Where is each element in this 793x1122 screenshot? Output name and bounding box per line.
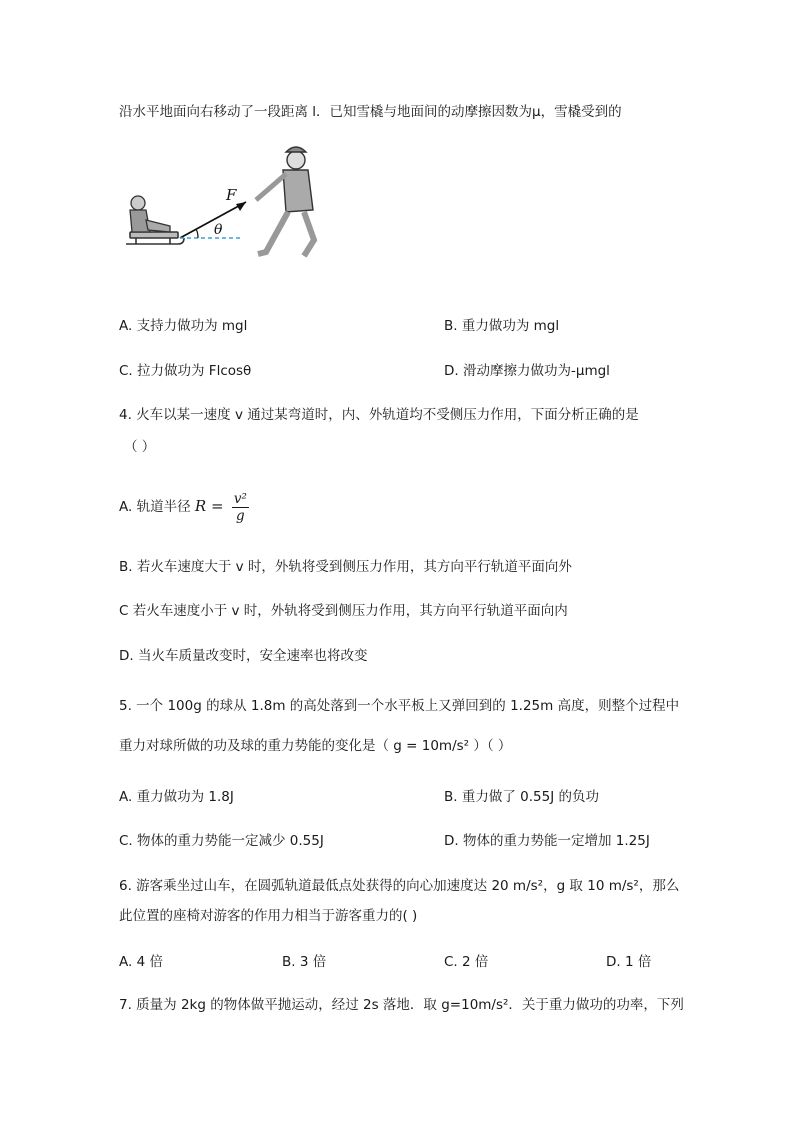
q3-option-c: C. 拉力做功为 Flcosθ <box>119 363 252 379</box>
man-icon <box>256 147 314 256</box>
q5-option-d: D. 物体的重力势能一定增加 1.25J <box>444 833 650 849</box>
sled-icon <box>126 232 184 244</box>
angle-arc <box>196 229 198 238</box>
force-arrow-icon <box>236 202 246 211</box>
fraction-numerator: v² <box>233 490 247 507</box>
q3-option-d: D. 滑动摩擦力做功为-μmgl <box>444 363 610 379</box>
q6-stem-line2: 此位置的座椅对游客的作用力相当于游客重力的( ) <box>119 908 418 924</box>
force-label: F <box>226 186 237 204</box>
q5-stem: 5. 一个 100g 的球从 1.8m 的高处落到一个水平板上又弹回到的 1.25m 高度，则整个过程中 <box>119 698 680 714</box>
q6-option-b: B. 3 倍 <box>282 954 327 970</box>
q4-option-a-r: R = <box>194 497 224 515</box>
q5-stem-line2: 重力对球所做的功及球的重力势能的变化是（ g = 10m/s² ）（ ） <box>119 738 512 754</box>
q6-option-a: A. 4 倍 <box>119 954 163 970</box>
fraction-denominator: g <box>236 507 245 524</box>
child-icon <box>130 196 170 232</box>
q4-option-a-prefix: A. 轨道半径 <box>119 499 191 515</box>
q5-option-c: C. 物体的重力势能一定减少 0.55J <box>119 833 324 849</box>
q4-stem: 4. 火车以某一速度 v 通过某弯道时，内、外轨道均不受侧压力作用，下面分析正确的是 <box>119 407 639 423</box>
sled-pulling-figure <box>118 140 328 262</box>
q4-paren: （ ） <box>124 439 156 455</box>
intro-line: 沿水平地面向右移动了一段距离 l．已知雪橇与地面间的动摩擦因数为μ，雪橇受到的 <box>119 104 622 120</box>
q6-stem: 6. 游客乘坐过山车，在圆弧轨道最低点处获得的向心加速度达 20 m/s²，g 取 10 m/s²，那么 <box>119 878 680 894</box>
q6-option-c: C. 2 倍 <box>444 954 489 970</box>
q3-option-a: A. 支持力做功为 mgl <box>119 318 248 334</box>
q5-option-b: B. 重力做了 0.55J 的负功 <box>444 789 599 805</box>
q5-option-a: A. 重力做功为 1.8J <box>119 789 234 805</box>
angle-label: θ <box>214 222 223 238</box>
q4-option-a <box>119 488 249 525</box>
q4-option-b: B. 若火车速度大于 v 时，外轨将受到侧压力作用，其方向平行轨道平面向外 <box>119 559 572 575</box>
q3-option-b: B. 重力做功为 mgl <box>444 318 560 334</box>
q7-stem: 7. 质量为 2kg 的物体做平抛运动，经过 2s 落地．取 g=10m/s²．关于重力做功的功率，下列 <box>119 997 684 1013</box>
q4-option-d: D. 当火车质量改变时，安全速率也将改变 <box>119 648 368 664</box>
q4-option-c: C 若火车速度小于 v 时，外轨将受到侧压力作用，其方向平行轨道平面向内 <box>119 603 568 619</box>
q4-option-a-fraction <box>232 491 249 524</box>
q6-option-d: D. 1 倍 <box>606 954 652 970</box>
rope-line <box>180 202 246 238</box>
